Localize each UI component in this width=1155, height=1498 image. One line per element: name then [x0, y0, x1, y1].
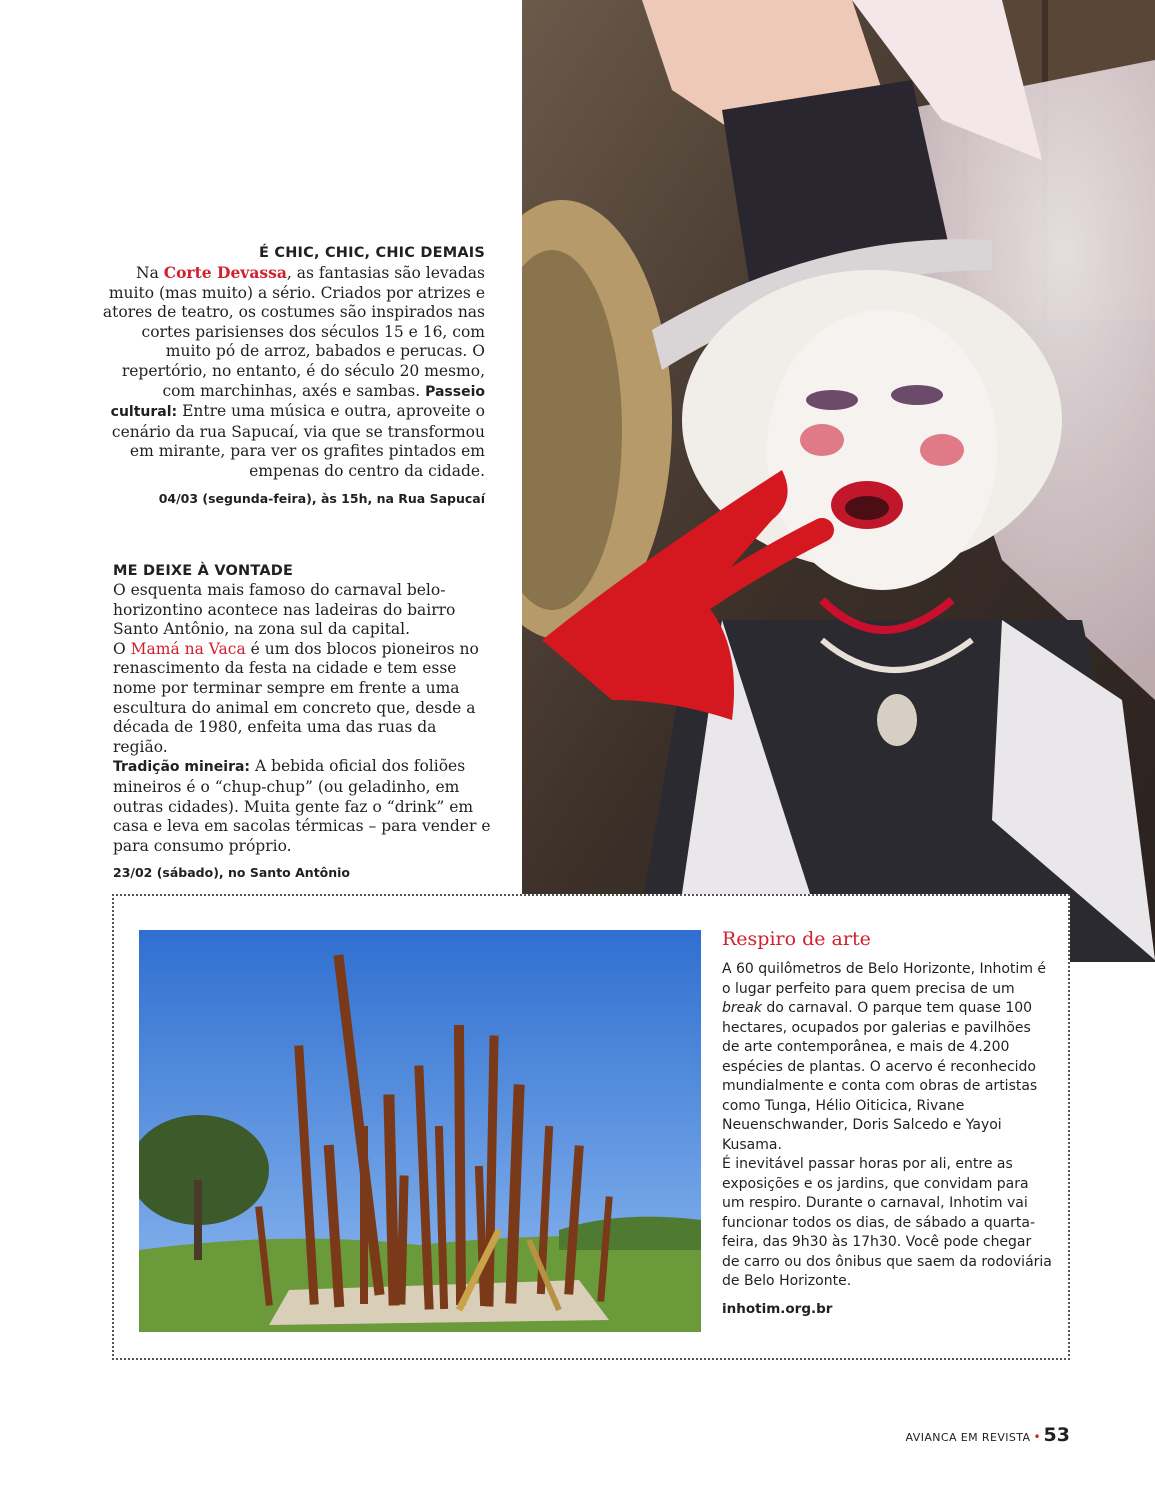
inhotim-sculpture-photo: [139, 930, 701, 1332]
box-title: Respiro de arte: [722, 928, 871, 950]
event-date: 04/03 (segunda-feira), às 15h, na Rua Sapucaí: [158, 490, 485, 506]
box-body: A 60 quilômetros de Belo Horizonte, Inhotim é o lugar perfeito para quem precisa de um break do carnaval. O parque tem quase 100 hectares, ocupados por galerias e pavilhões de arte contemporânea, e mais de 4.200 espécies de plantas. O acervo é reconhecido mundialmente e conta com obras de artistas como Tunga, Hélio Oiticica, Rivane Neuenschwander, Doris Salcedo e Yayoi Kusama. É inevitável passar horas por ali, entre as exposições e os jardins, que convidam para um respiro. Durante o carnaval, Inhotim vai funcionar todos os dias, de sábado a quarta-feira, das 9h30 às 17h30. Você pode chegar de carro ou dos ônibus que saem da rodoviária de Belo Horizonte.: [722, 960, 1052, 1292]
tip-text: Entre uma música e outra, aproveite o cenário da rua Sapucaí, via que se transformou em mirante, para ver os grafites pintados em empenas do centro da cidade.: [111, 402, 485, 480]
tip-text: A bebida oficial dos foliões mineiros é o “chup-chup” (ou geladinho, em outras cidades). Muita gente faz o “drink” em casa e leva em sacolas térmicas – para vender e para consumo próprio.: [113, 757, 491, 855]
article-mama-na-vaca: [113, 562, 493, 882]
article-body-p1: O esquenta mais famoso do carnaval belo-horizontino acontece nas ladeiras do bairro Santo Antônio, na zona sul da capital.: [113, 581, 456, 639]
article-body: Na Corte Devassa, as fantasias são levadas muito (mas muito) a sério. Criados por atrizes e atores de teatro, os costumes são inspirados nas cortes parisienses dos séculos 15 e 16, com muito pó de arroz, babados e perucas. O repertório, no entanto, é do século 20 mesmo, com marchinhas, axés e sambas. Passeio cultural: Entre uma música e outra, aproveite o cenário da rua Sapucaí, via que se transformou em mirante, para ver os grafites pintados em empenas do centro da cidade.: [102, 263, 485, 480]
tip-label: Passeio cultural:: [110, 383, 485, 421]
tip-label: Tradição mineira:: [113, 759, 251, 776]
separator-dot: •: [1033, 1430, 1041, 1444]
article-body-p3: [113, 757, 493, 856]
article-body-p2: O Mamá na Vaca é um dos blocos pioneiros no renascimento da festa na cidade e tem esse nome por terminar sempre em frente a uma escultura do animal em concreto que, desde a década de 1980, enfeita uma das ruas da região.: [113, 639, 479, 756]
bloco-name-link: Mamá na Vaca: [130, 639, 246, 658]
page-footer: [906, 1424, 1070, 1446]
box-body-p2: É inevitável passar horas por ali, entre as exposições e os jardins, que convidam para um respiro. Durante o carnaval, Inhotim vai funcionar todos os dias, de sábado a quarta-feira, das 9h30 às 17h30. Você pode chegar de carro ou dos ônibus que saem da rodoviária de Belo Horizonte.: [722, 1156, 1052, 1289]
carnival-performer-photo: [522, 0, 1155, 962]
article-heading: É CHIC, CHIC, CHIC DEMAIS: [259, 245, 485, 261]
page-number: 53: [1043, 1424, 1070, 1446]
bloco-name-link: Corte Devassa: [163, 263, 287, 282]
info-box-text: [722, 926, 1052, 1317]
magazine-name: AVIANCA EM REVISTA: [905, 1431, 1031, 1444]
event-date: 23/02 (sábado), no Santo Antônio: [113, 865, 351, 881]
website-link[interactable]: inhotim.org.br: [722, 1300, 833, 1317]
article-heading: ME DEIXE À VONTADE: [113, 563, 294, 579]
article-corte-devassa: [96, 244, 485, 508]
